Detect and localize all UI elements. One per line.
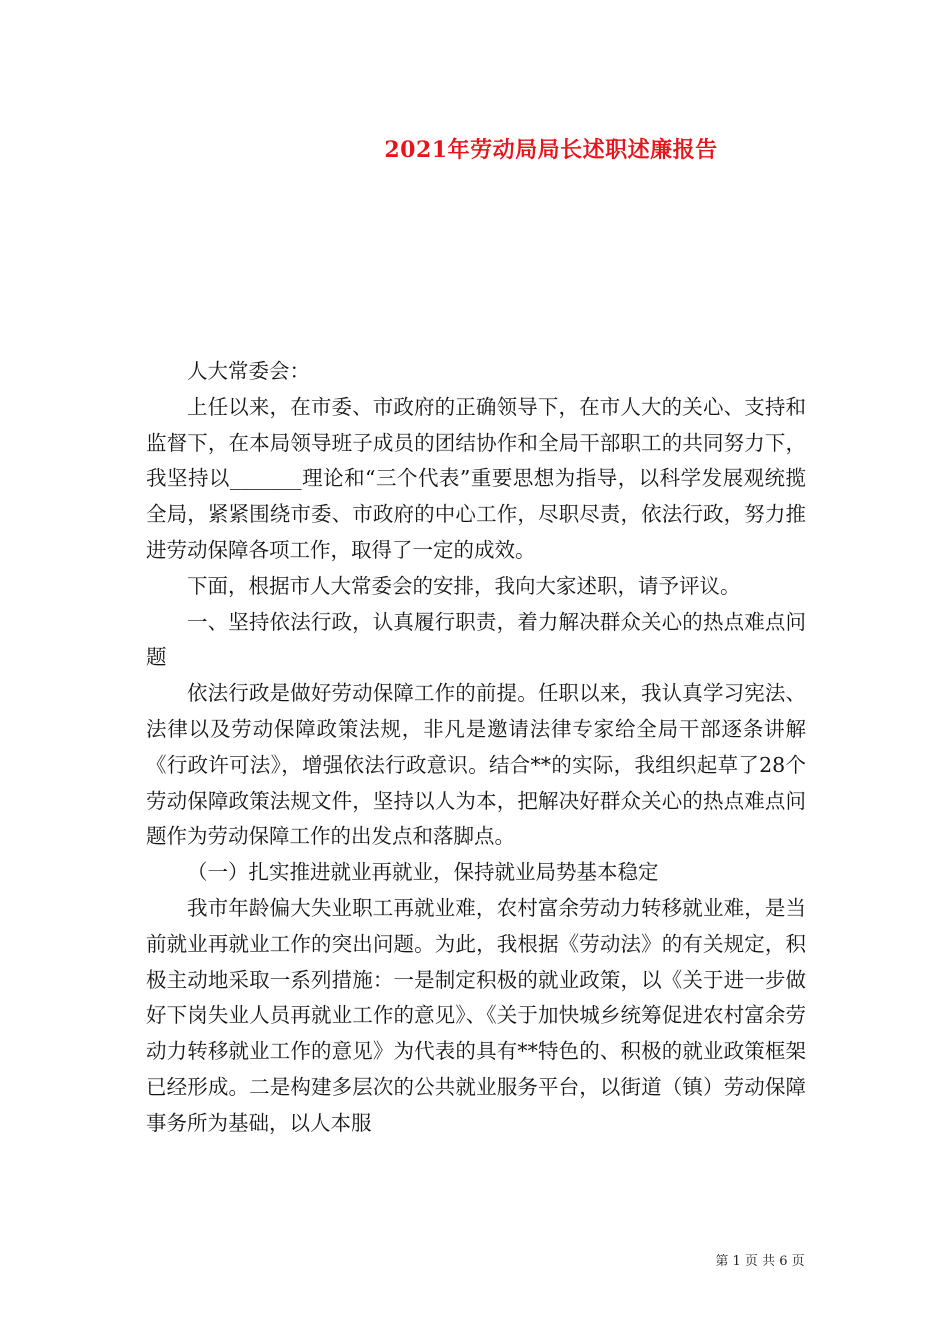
paragraph-law: 依法行政是做好劳动保障工作的前提。任职以来，我认真学习宪法、法律以及劳动保障政策法规，非凡是邀请法律专家给全局干部逐条讲解《行政许可法》，增强依法行政意识。结合**的实际，我组织起草了28个劳动保障政策法规文件，坚持以人为本，把解决好群众关心的热点难点问题作为劳动保障工作的出发点和落脚点。	[146, 681, 806, 849]
page-number: 第 1 页 共 6 页	[715, 1254, 805, 1269]
salutation: 人大常委会：	[187, 359, 310, 383]
document-body	[146, 354, 806, 1142]
paragraph-preface: 下面，根据市人大常委会的安排，我向大家述职，请予评议。	[187, 573, 741, 598]
document-title: 2021年劳动局局长述职述廉报告	[384, 137, 718, 163]
subsection-heading-1: （一）扎实推进就业再就业，保持就业局势基本稳定	[187, 860, 659, 885]
section-heading-1: 一、坚持依法行政，认真履行职责，着力解决群众关心的热点难点问题	[146, 609, 806, 670]
paragraph-intro: 上任以来，在市委、市政府的正确领导下，在市人大的关心、支持和监督下，在本局领导班子成员的团结协作和全局干部职工的共同努力下，我坚持以_______理论和“三个代表”重要思想为指导，以科学发展观统揽全局，紧紧围绕市委、市政府的中心工作，尽职尽责，依法行政，努力推进劳动保障各项工作，取得了一定的成效。	[146, 394, 806, 562]
paragraph-employment: 我市年龄偏大失业职工再就业难，农村富余劳动力转移就业难，是当前就业再就业工作的突出问题。为此，我根据《劳动法》的有关规定，积极主动地采取一系列措施：一是制定积极的就业政策，以《关于进一步做好下岗失业人员再就业工作的意见》、《关于加快城乡统筹促进农村富余劳动力转移就业工作的意见》为代表的具有**特色的、积极的就业政策框架已经形成。二是构建多层次的公共就业服务平台，以街道（镇）劳动保障事务所为基础，以人本服	[146, 895, 806, 1135]
